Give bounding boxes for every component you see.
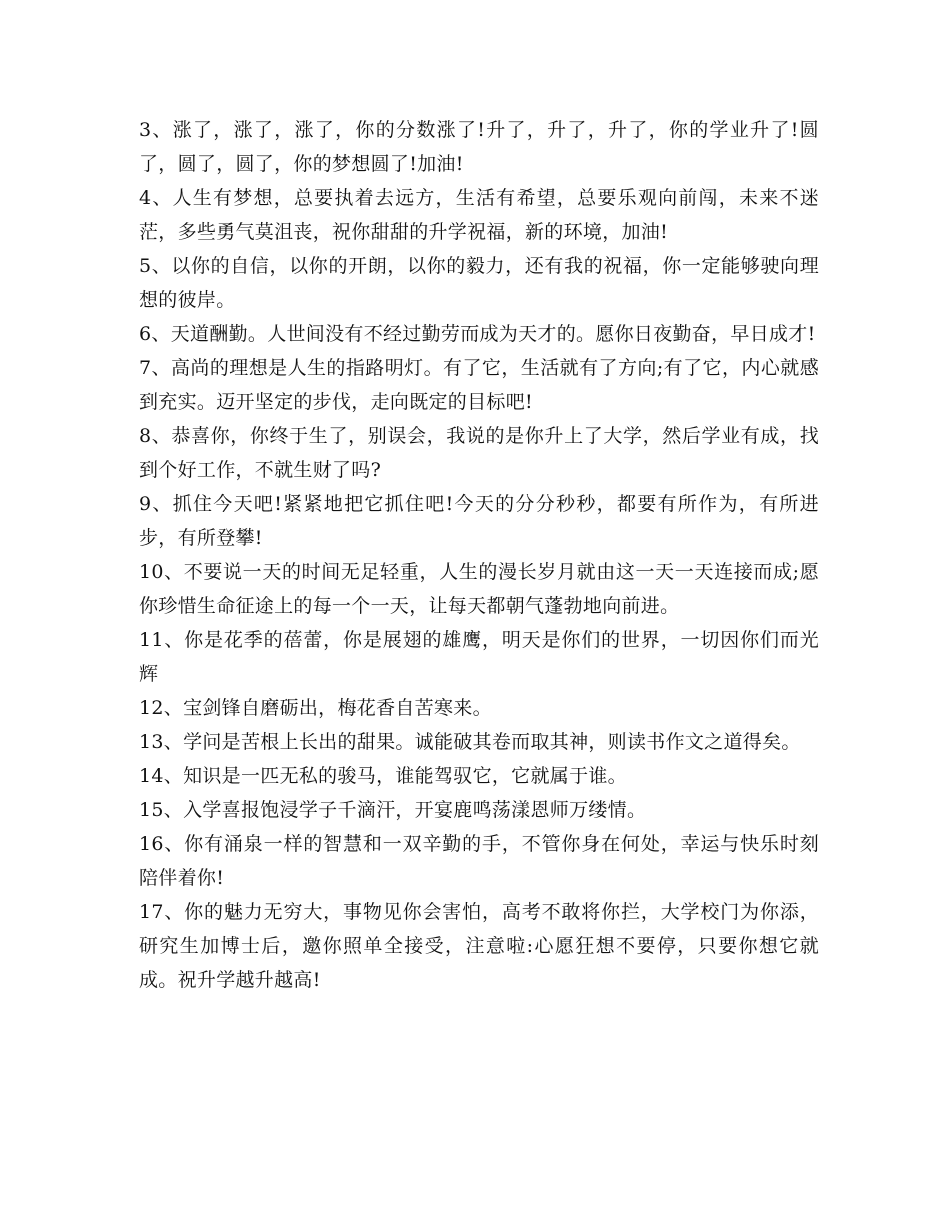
paragraph-item: 9、抓住今天吧!紧紧地把它抓住吧!今天的分分秒秒，都要有所作为，有所进步，有所登攀! [139,493,819,549]
paragraph-item: 11、你是花季的蓓蕾，你是展翅的雄鹰，明天是你们的世界，一切因你们而光辉 [139,629,819,685]
paragraph-item: 8、恭喜你，你终于生了，别误会，我说的是你升上了大学，然后学业有成，找到个好工作，不就生财了吗? [139,425,819,481]
document-body [139,113,819,997]
paragraph-item: 3、涨了，涨了，涨了，你的分数涨了!升了，升了，升了，你的学业升了!圆了，圆了，圆了，你的梦想圆了!加油! [139,119,819,175]
paragraph-item: 17、你的魅力无穷大，事物见你会害怕，高考不敢将你拦，大学校门为你添，研究生加博士后，邀你照单全接受，注意啦:心愿狂想不要停，只要你想它就成。祝升学越升越高! [139,901,819,991]
paragraph-item: 6、天道酬勤。人世间没有不经过勤劳而成为天才的。愿你日夜勤奋，早日成才! [139,323,816,345]
paragraph-item: 12、宝剑锋自磨砺出，梅花香自苦寒来。 [139,697,492,719]
paragraph-item: 4、人生有梦想，总要执着去远方，生活有希望，总要乐观向前闯，未来不迷茫，多些勇气莫沮丧，祝你甜甜的升学祝福，新的环境，加油! [139,187,819,243]
paragraph-item: 14、知识是一匹无私的骏马，谁能驾驭它，它就属于谁。 [139,765,627,787]
paragraph-item: 7、高尚的理想是人生的指路明灯。有了它，生活就有了方向;有了它，内心就感到充实。迈开坚定的步伐，走向既定的目标吧! [139,357,819,413]
paragraph-item: 15、入学喜报饱浸学子千滴汗，开宴鹿鸣荡漾恩师万缕情。 [139,799,647,821]
paragraph-item: 10、不要说一天的时间无足轻重，人生的漫长岁月就由这一天一天连接而成;愿你珍惜生命征途上的每一个一天，让每天都朝气蓬勃地向前进。 [139,561,819,617]
paragraph-item: 5、以你的自信，以你的开朗，以你的毅力，还有我的祝福，你一定能够驶向理想的彼岸。 [139,255,819,311]
paragraph-item: 16、你有涌泉一样的智慧和一双辛勤的手，不管你身在何处，幸运与快乐时刻陪伴着你! [139,833,819,889]
paragraph-item: 13、学问是苦根上长出的甜果。诚能破其卷而取其神，则读书作文之道得矣。 [139,731,801,753]
